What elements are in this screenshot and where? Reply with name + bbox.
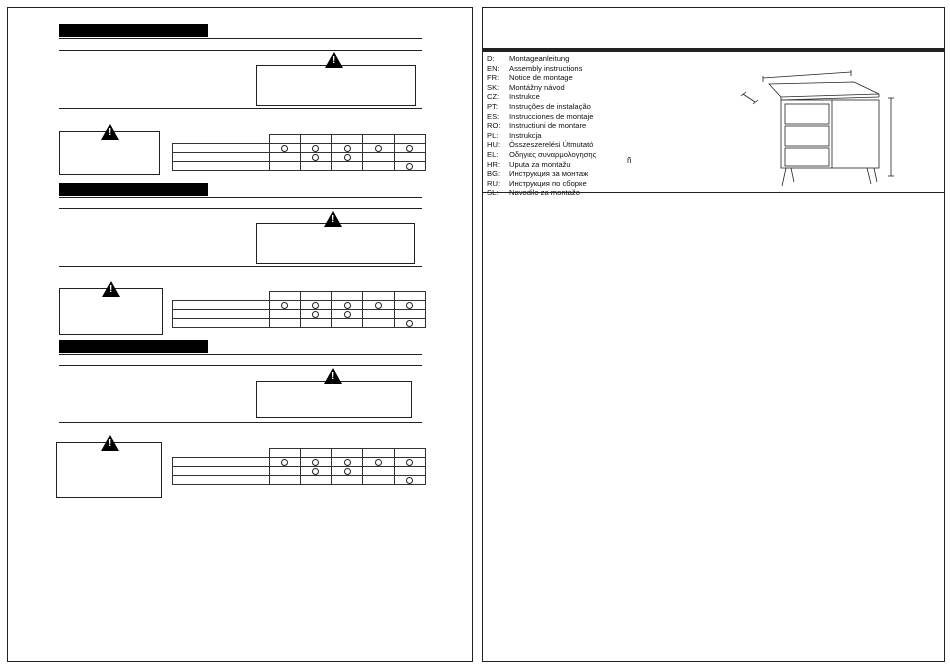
circle-mark	[312, 154, 319, 161]
section-2	[8, 174, 474, 332]
grid-row	[173, 162, 426, 171]
warning-triangle-icon	[325, 52, 343, 68]
grid-row	[173, 319, 426, 328]
section-2-rule-top	[59, 197, 422, 198]
left-page	[7, 7, 473, 662]
section-divider	[483, 192, 944, 193]
grid-row	[173, 144, 426, 153]
circle-mark	[344, 459, 351, 466]
language-line: ES: Instrucciones de montaje	[487, 111, 594, 121]
circle-mark	[406, 477, 413, 484]
header-rule	[483, 48, 944, 52]
section-3-warning-box-right	[256, 381, 412, 418]
grid-row	[173, 467, 426, 476]
language-line: EN: Assembly instructions	[487, 63, 583, 73]
section-3	[8, 331, 474, 489]
language-line: BG: Инструкция за монтаж	[487, 169, 589, 179]
circle-mark	[406, 320, 413, 327]
warning-triangle-icon	[101, 124, 119, 140]
circle-mark	[375, 302, 382, 309]
circle-mark	[312, 302, 319, 309]
circle-mark	[344, 468, 351, 475]
section-3-title-bar	[59, 340, 208, 353]
language-line: CZ: Instrukce	[487, 92, 540, 102]
section-1-rule-a	[59, 50, 422, 51]
language-line: D: Montageanleitung	[487, 54, 570, 63]
circle-mark	[312, 468, 319, 475]
warning-triangle-icon	[102, 281, 120, 297]
section-1-warning-box-right	[256, 65, 416, 106]
circle-mark	[375, 459, 382, 466]
circle-mark	[406, 163, 413, 170]
section-3-rule-top	[59, 354, 422, 355]
section-1-rule-top	[59, 38, 422, 39]
section-2-warning-box-right	[256, 223, 415, 264]
section-3-rule-a	[59, 365, 422, 366]
language-line: HU: Összeszerelési Útmutató	[487, 140, 594, 150]
right-page	[482, 7, 945, 662]
circle-mark	[344, 311, 351, 318]
section-1-rule-b	[59, 108, 422, 109]
section-2-rule-b	[59, 266, 422, 267]
section-3-rule-b	[59, 422, 422, 423]
language-line: PT: Instruções de instalação	[487, 102, 591, 111]
circle-mark	[406, 145, 413, 152]
section-2-title-bar	[59, 183, 208, 196]
grid-row	[173, 310, 426, 319]
circle-mark	[344, 302, 351, 309]
section-2-grid	[172, 291, 426, 328]
grid-row	[173, 476, 426, 485]
section-1-grid	[172, 134, 426, 171]
circle-mark	[344, 145, 351, 152]
circle-mark	[312, 311, 319, 318]
section-3-grid	[172, 448, 426, 485]
circle-mark	[312, 459, 319, 466]
language-line	[487, 188, 580, 198]
circle-mark	[281, 459, 288, 466]
warning-triangle-icon	[324, 211, 342, 227]
stray-mark: ñ	[627, 156, 632, 165]
circle-mark	[312, 145, 319, 152]
circle-mark	[281, 302, 288, 309]
sideboard-illustration	[739, 64, 919, 192]
language-line: RO: Instructiuni de montare	[487, 121, 587, 131]
section-1-title-bar	[59, 24, 208, 37]
circle-mark	[344, 154, 351, 161]
language-line: HR: Uputa za montažu	[487, 159, 571, 169]
language-line: PL: Instrukcja	[487, 130, 542, 140]
grid-row	[173, 301, 426, 310]
circle-mark	[281, 145, 288, 152]
warning-triangle-icon	[324, 368, 342, 384]
warning-triangle-icon	[101, 435, 119, 451]
language-line: RU: Инструкция по сборке	[487, 178, 587, 188]
language-line: FR: Notice de montage	[487, 73, 573, 83]
grid-row	[173, 153, 426, 162]
circle-mark	[406, 459, 413, 466]
circle-mark	[406, 302, 413, 309]
section-1	[8, 15, 474, 173]
section-2-rule-a	[59, 208, 422, 209]
circle-mark	[375, 145, 382, 152]
language-line: EL: Οδηγιες συναρμολογησης	[487, 150, 597, 159]
language-line: SK: Montážny návod	[487, 82, 565, 92]
grid-row	[173, 458, 426, 467]
